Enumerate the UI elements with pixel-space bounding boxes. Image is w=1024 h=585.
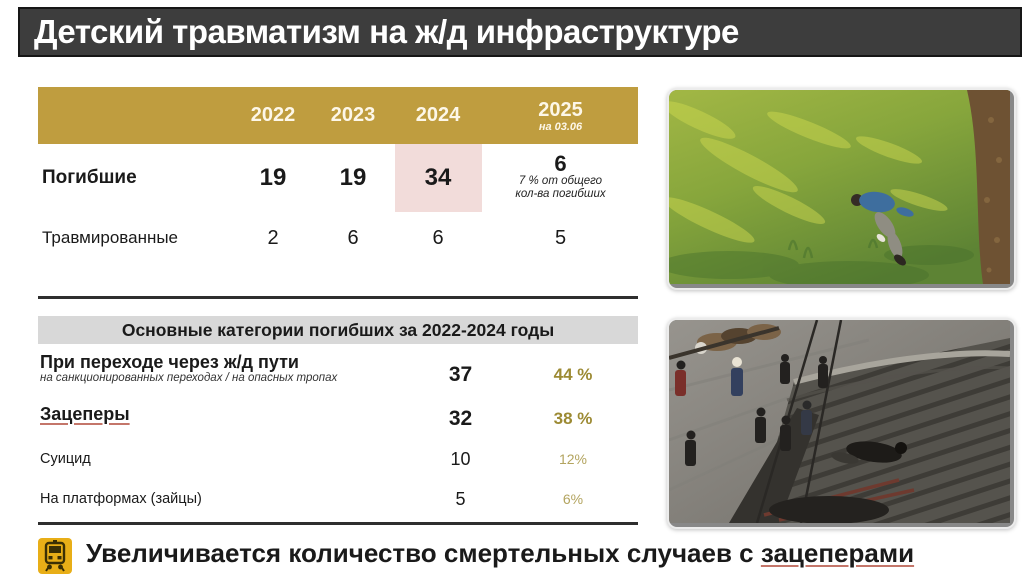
footer-statement [86,538,1016,569]
crossing-value: 37 [448,363,473,386]
platforms-percent: 6% [562,491,584,507]
deaths-2022: 19 [259,164,287,191]
title-bar [18,7,1022,57]
photo-train-roof-scene [667,318,1016,529]
table2-row-trainsurfers [38,404,638,434]
deaths-2025-note-line2: кол-ва погибших [515,188,606,200]
suicide-label: Суицид [40,451,91,467]
table1-header-2023: 2023 [330,104,376,126]
footer-statement-underlined: зацеперами [760,538,915,568]
platforms-value: 5 [455,488,466,509]
deaths-2025-note-line1: 7 % от общего [518,175,603,187]
table1-header-2024: 2024 [415,104,461,126]
platforms-label: На платформах (зайцы) [40,491,202,507]
crossing-sublabel: на санкционированных переходах / на опасных тропах [40,372,338,384]
crossing-label: При переходе через ж/д пути [40,352,299,372]
separator-line-top [38,296,638,299]
footer-statement-text: Увеличивается количество смертельных случаев с [86,538,761,568]
trainsurfers-label-block [38,404,413,434]
deaths-2024: 34 [424,164,452,191]
trainsurfers-percent: 38 % [553,409,593,428]
suicide-value: 10 [450,448,471,469]
table2-row-suicide [38,446,638,472]
page-title: Детский травматизм на ж/д инфраструктуре [34,13,739,50]
table1-row-injured [38,218,638,258]
table1-header-2025-note: на 03.06 [538,120,583,133]
suicide-percent: 12% [558,451,588,467]
table1-row-deaths [38,144,638,212]
trainsurfers-label: Зацеперы [40,404,130,424]
injured-2022: 2 [267,226,279,249]
injured-row-label: Травмированные [42,228,179,247]
table1-header-empty [38,87,233,144]
table1-header [38,87,638,144]
photo-grass-slope-victim [667,88,1016,290]
injured-2025: 5 [554,226,567,249]
deaths-2023: 19 [339,164,367,191]
table2-row-platforms [38,486,638,512]
deaths-row-label: Погибшие [42,167,137,188]
table2-header [38,316,638,344]
table2-header-label: Основные категории погибших за 2022-2024 годы [121,319,555,340]
injured-2024: 6 [432,226,444,249]
trainsurfers-value: 32 [448,407,473,430]
crossing-percent: 44 % [553,365,593,384]
tram-icon [38,536,72,576]
deaths-2025: 6 7 % от общего кол-ва погибших [515,151,606,200]
injured-2023: 6 [347,226,359,249]
table1-header-2022: 2022 [250,104,296,126]
separator-line-bottom [38,522,638,525]
table1-header-2025: 2025 на 03.06 [538,98,583,133]
crossing-label-block [38,352,413,398]
table2-row-crossing [38,352,638,398]
